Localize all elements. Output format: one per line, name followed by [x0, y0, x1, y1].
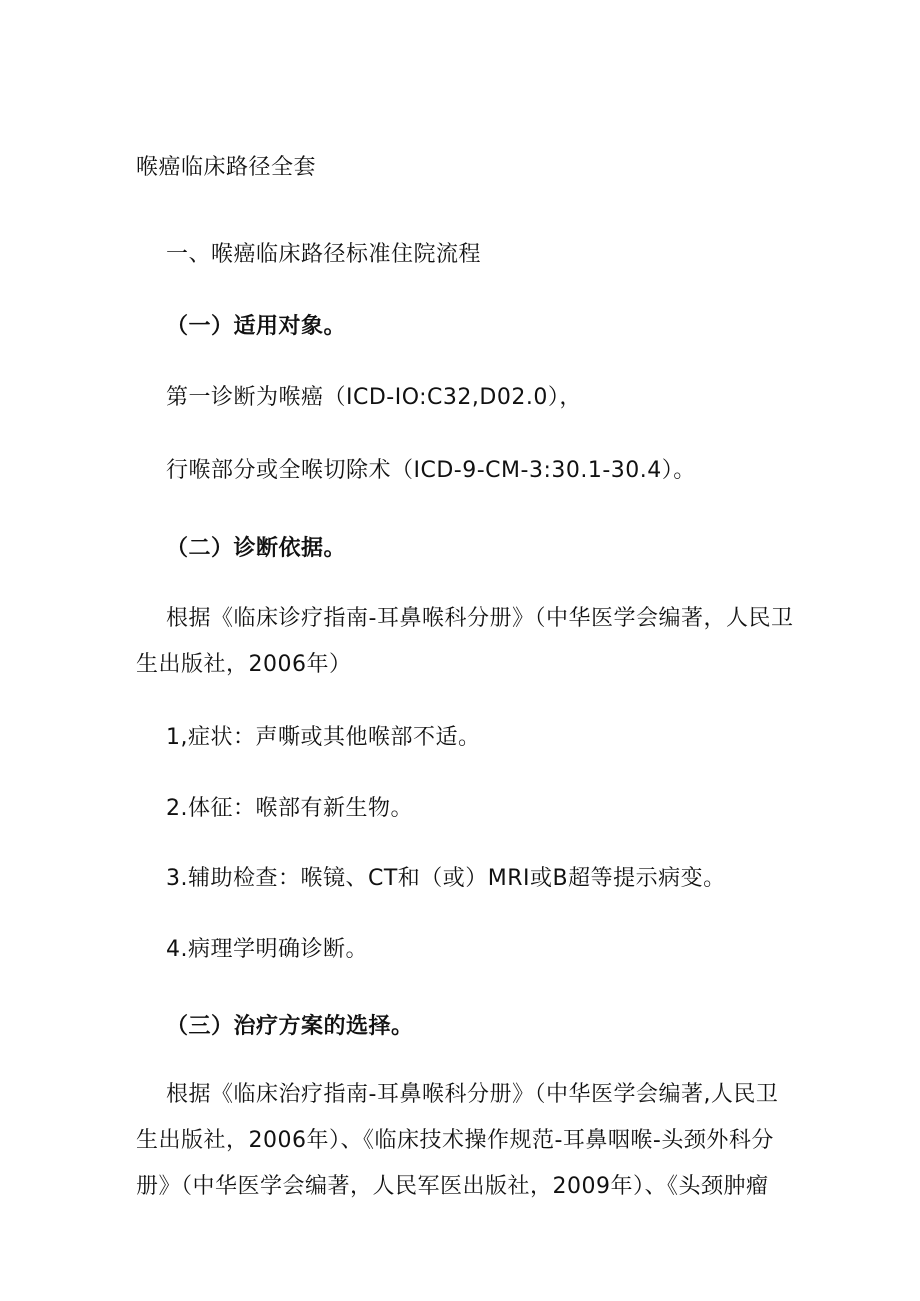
paragraph-basis-line-2: 生出版社，2006年） — [136, 652, 352, 677]
paragraph-diagnosis-line-2: 行喉部分或全喉切除术（ICD-9-CM-3:30.1-30.4）。 — [166, 458, 696, 483]
list-item-pathology: 4.病理学明确诊断。 — [166, 937, 368, 962]
paragraph-treatment-line-3: 册》（中华医学会编著，人民军医出版社，2009年）、《头颈肿瘤 — [136, 1174, 769, 1199]
paragraph-treatment-line-1: 根据《临床治疗指南-耳鼻喉科分册》（中华医学会编著,人民卫 — [166, 1082, 779, 1107]
section-heading-1: 一、喉癌临床路径标准住院流程 — [166, 242, 482, 267]
paragraph-diagnosis-line-1: 第一诊断为喉癌（ICD-IO:C32,D02.0）， — [166, 385, 582, 410]
list-item-symptoms: 1,症状：声嘶或其他喉部不适。 — [166, 725, 481, 750]
paragraph-basis-line-1: 根据《临床诊疗指南-耳鼻喉科分册》（中华医学会编著，人民卫 — [166, 606, 794, 631]
paragraph-treatment-line-2: 生出版社，2006年）、《临床技术操作规范-耳鼻咽喉-头颈外科分 — [136, 1128, 774, 1153]
subsection-heading-diagnostic-basis: （二）诊断依据。 — [166, 536, 347, 561]
subsection-heading-applicable-objects: （一）适用对象。 — [166, 314, 347, 339]
list-item-signs: 2.体征：喉部有新生物。 — [166, 796, 413, 821]
list-item-auxiliary-exam: 3.辅助检查：喉镜、CT和（或）MRI或B超等提示病变。 — [166, 866, 726, 891]
subsection-heading-treatment-plan: （三）治疗方案的选择。 — [166, 1014, 414, 1039]
document-title: 喉癌临床路径全套 — [136, 155, 317, 180]
